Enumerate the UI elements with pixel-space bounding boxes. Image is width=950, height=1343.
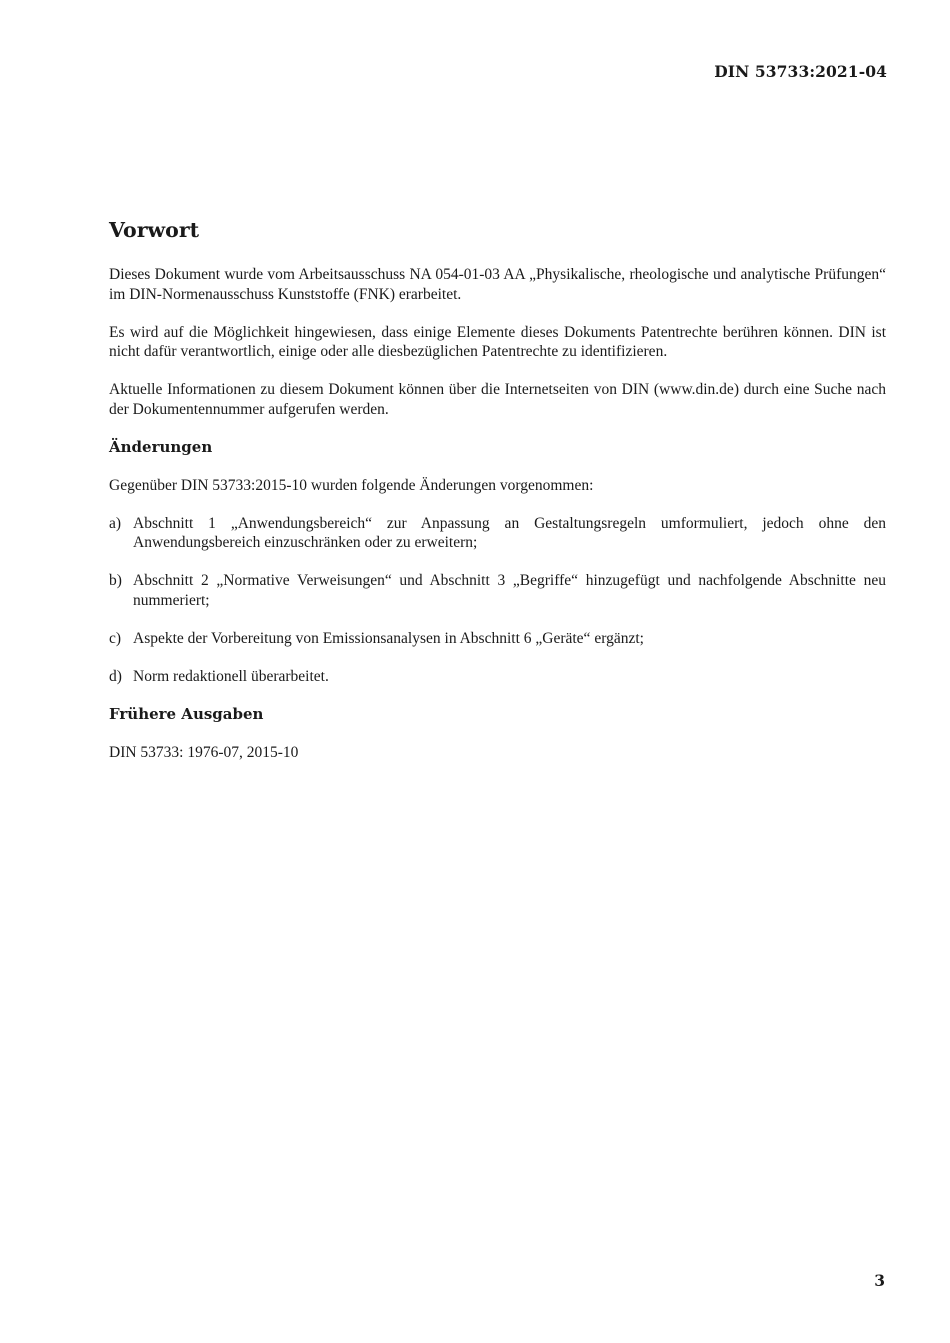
foreword-paragraph: Dieses Dokument wurde vom Arbeitsausschuss NA 054-01-03 AA „Physikalische, rheologische und analytische Prüfungen“ im DIN-Normenausschuss Kunststoffe (FNK) erarbeitet. [109, 266, 886, 303]
foreword-title: Vorwort [109, 218, 200, 242]
list-item-text: Abschnitt 2 „Normative Verweisungen“ und Abschnitt 3 „Begriffe“ hinzugefügt und nachfolgende Abschnitte neu nummeriert; [133, 572, 886, 609]
list-marker: c) [109, 629, 122, 647]
list-item [109, 514, 886, 553]
list-marker: a) [109, 514, 122, 532]
list-item-text: Abschnitt 1 „Anwendungsbereich“ zur Anpassung an Gestaltungsregeln umformuliert, jedoch ohne den Anwendungsbereich einzuschränken oder zu erweitern; [133, 514, 886, 551]
changes-list [109, 514, 886, 687]
changes-heading: Änderungen [109, 437, 213, 456]
foreword-paragraph: Es wird auf die Möglichkeit hingewiesen, dass einige Elemente dieses Dokuments Patentrechte berühren können. DIN ist nicht dafür verantwortlich, einige oder alle diesbezüglichen Patentrechte zu identifizieren. [109, 323, 886, 360]
foreword-paragraph: Aktuelle Informationen zu diesem Dokument können über die Internetseiten von DIN (www.din.de) durch eine Suche nach der Dokumentennummer aufgerufen werden. [109, 381, 886, 418]
list-item-text: Norm redaktionell überarbeitet. [133, 667, 329, 685]
list-item-text: Aspekte der Vorbereitung von Emissionsanalysen in Abschnitt 6 „Geräte“ ergänzt; [133, 629, 644, 647]
list-marker: b) [109, 572, 122, 589]
list-item [109, 629, 886, 649]
changes-intro: Gegenüber DIN 53733:2015-10 wurden folgende Änderungen vorgenommen: [109, 476, 594, 494]
list-item [109, 667, 886, 687]
document-id-header: DIN 53733:2021-04 [714, 62, 887, 81]
list-item [109, 571, 886, 610]
page-number: 3 [874, 1271, 885, 1290]
previous-editions-text: DIN 53733: 1976-07, 2015-10 [109, 743, 299, 761]
page-content [109, 216, 886, 781]
previous-editions-heading: Frühere Ausgaben [109, 704, 264, 723]
list-marker: d) [109, 667, 122, 685]
